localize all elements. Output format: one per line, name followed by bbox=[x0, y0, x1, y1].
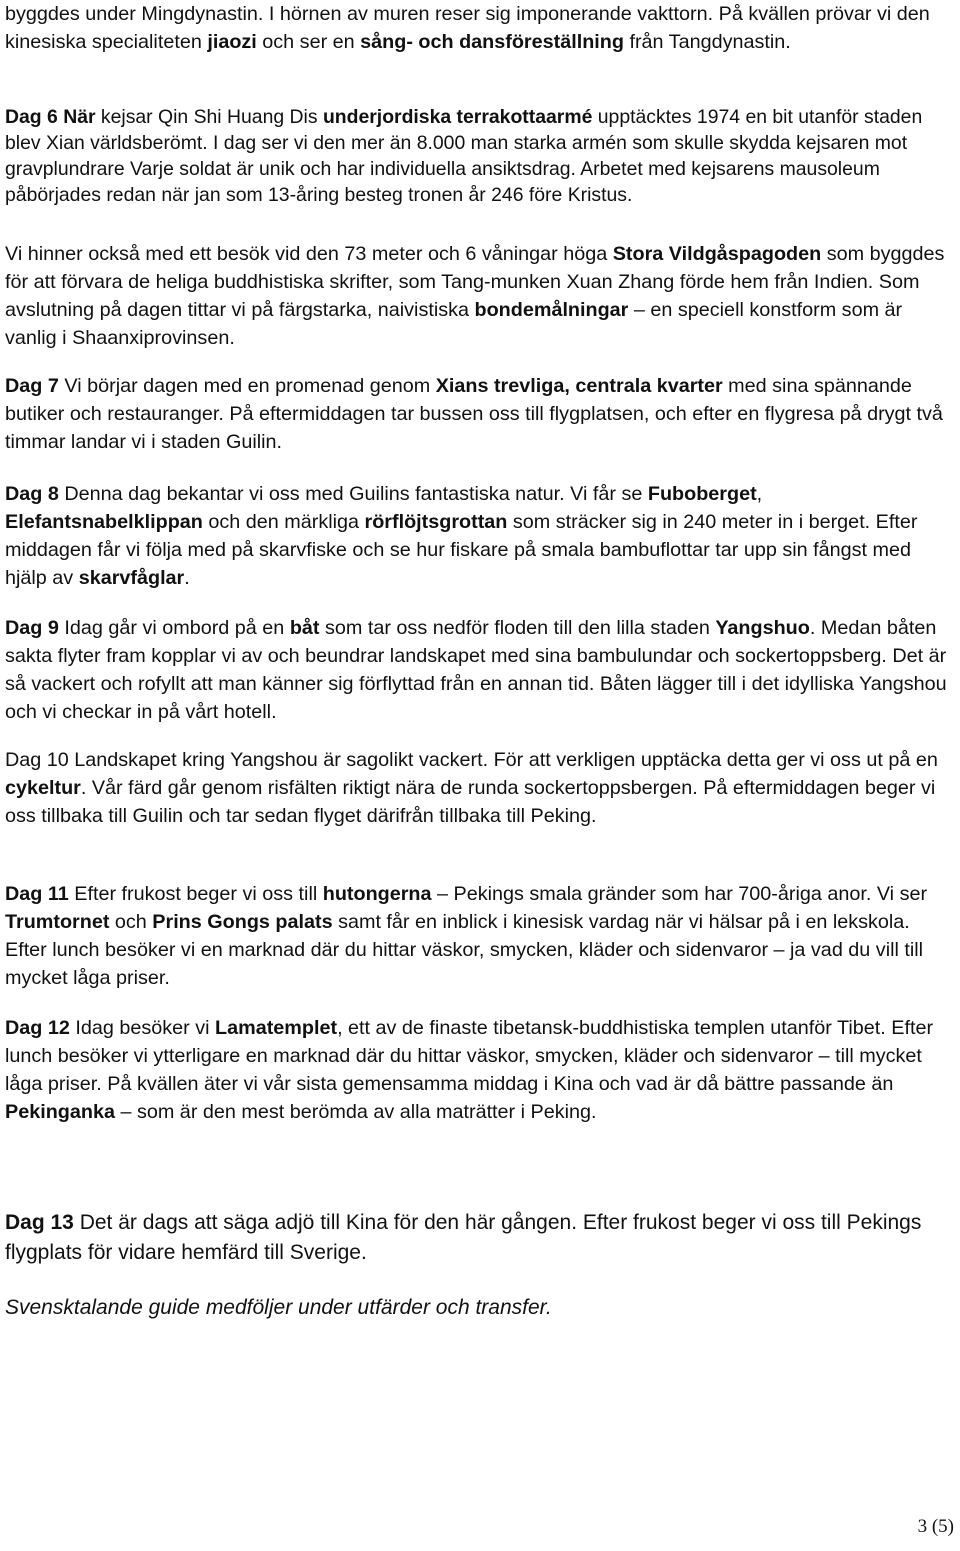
text-run: Idag besöker vi bbox=[69, 1017, 216, 1039]
bold-text-run: hutongerna bbox=[322, 883, 432, 905]
text-run: – som är den mest berömda av alla maträtter i Peking. bbox=[114, 1101, 597, 1123]
bold-text-run: Trumtornet bbox=[5, 911, 110, 933]
bold-text-run: Stora Vildgåspagoden bbox=[612, 243, 822, 265]
bold-text-run: Dag 6 När bbox=[5, 106, 96, 128]
text-run: som byggdes för att förvara de heliga buddhistiska skrifter, som Tang-munken Xuan Zhang förde hem från Indien. Som avslutning på dagen tittar vi på färgstarka, naivistiska bbox=[5, 243, 945, 321]
bold-text-run: Fuboberget bbox=[647, 483, 757, 505]
paragraph-dag7 bbox=[5, 372, 957, 456]
paragraph-dag13 bbox=[5, 1208, 957, 1268]
text-run: samt får en inblick i kinesisk vardag när vi hälsar på i en lekskola. Efter lunch besöker vi en marknad där du hittar väskor, smycken, kläder och sidenvaror – ja vad du vill till mycket låga priser. bbox=[5, 911, 924, 989]
bold-text-run: rörflöjtsgrottan bbox=[364, 511, 508, 533]
text-run: Idag går vi ombord på en bbox=[58, 617, 290, 639]
paragraph-dag8 bbox=[5, 480, 957, 592]
paragraph-intro bbox=[5, 0, 957, 56]
bold-text-run: båt bbox=[289, 617, 320, 639]
text-run: . Medan båten sakta flyter fram kopplar vi av och beundrar landskapet med sina bambulundar och sockertoppsberg. Det är så vackert och rofyllt att man känner sig förflyttad från en annan tid. Båten lägger till i det idylliska Yangshou och vi checkar in på vårt hotell. bbox=[5, 617, 947, 723]
paragraph-dag12 bbox=[5, 1014, 957, 1126]
bold-text-run: jiaozi bbox=[207, 31, 257, 53]
text-run: . bbox=[184, 567, 190, 589]
text-run: som tar oss nedför floden till den lilla staden bbox=[319, 617, 716, 639]
bold-text-run: Pekinganka bbox=[5, 1101, 115, 1123]
bold-text-run: Dag 13 bbox=[5, 1211, 74, 1234]
bold-text-run: Dag 12 bbox=[5, 1017, 70, 1039]
text-run: Vi börjar dagen med en promenad genom bbox=[58, 375, 436, 397]
text-run: , bbox=[756, 483, 763, 505]
text-run: Vi hinner också med ett besök vid den 73 meter och 6 våningar höga bbox=[5, 243, 613, 265]
bold-text-run: skarvfåglar bbox=[78, 567, 185, 589]
text-run: – Pekings smala gränder som har 700-åriga anor. Vi ser bbox=[431, 883, 928, 905]
text-run: och ser en bbox=[256, 31, 361, 53]
text-run: från Tangdynastin. bbox=[623, 31, 791, 53]
bold-text-run: bondemålningar bbox=[474, 299, 629, 321]
bold-text-run: underjordiska terrakottaarmé bbox=[322, 106, 593, 128]
bold-text-run: Dag 11 bbox=[5, 883, 69, 905]
bold-text-run: sång- och dansföreställning bbox=[360, 31, 624, 53]
bold-text-run: Xians trevliga, centrala kvarter bbox=[435, 375, 723, 397]
text-run: Efter frukost beger vi oss till bbox=[68, 883, 323, 905]
page-number: 3 (5) bbox=[917, 1516, 954, 1537]
paragraph-dag9 bbox=[5, 614, 957, 726]
text-run: kejsar Qin Shi Huang Dis bbox=[95, 106, 323, 128]
bold-text-run: Elefantsnabelklippan bbox=[5, 511, 203, 533]
text-run: Dag 10 Landskapet kring Yangshou är sagolikt vackert. För att verkligen upptäcka detta ger vi oss ut på en bbox=[5, 749, 938, 771]
paragraph-dag10 bbox=[5, 746, 957, 830]
paragraph-dag6-continued bbox=[5, 240, 957, 352]
text-run: , ett av de finaste tibetansk-buddhistiska templen utanför Tibet. Efter lunch besöker vi ytterligare en marknad där du hittar väskor, smycken, kläder och sidenvaror – till mycket låga priser. På kvällen äter vi vår sista gemensamma middag i Kina och vad är då bättre passande än bbox=[5, 1017, 934, 1095]
text-run: . Vår färd går genom risfälten riktigt nära de runda sockertoppsbergen. På eftermiddagen beger vi oss tillbaka till Guilin och tar sedan flyget därifrån tillbaka till Peking. bbox=[5, 777, 936, 827]
text-run: och den märkliga bbox=[202, 511, 365, 533]
paragraph-dag6 bbox=[5, 104, 957, 208]
paragraph-dag11 bbox=[5, 880, 957, 992]
bold-text-run: Dag 9 bbox=[5, 617, 59, 639]
text-run: Det är dags att säga adjö till Kina för den här gången. Efter frukost beger vi oss till Pekings flygplats för vidare hemfärd till Sverige. bbox=[5, 1211, 922, 1264]
text-run: upptäcktes 1974 en bit utanför staden blev Xian världsberömt. I dag ser vi den mer än 8.000 man starka armén som skulle skydda kejsaren mot gravplundrare Varje soldat är unik och har individuella ansiktsdrag. Arbetet med kejsarens mausoleum påbörjades redan när jan som 13-åring besteg tronen år 246 före Kristus. bbox=[5, 106, 923, 206]
footnote-guide: Svensktalande guide medföljer under utfärder och transfer. bbox=[5, 1296, 552, 1319]
bold-text-run: Dag 7 bbox=[5, 375, 59, 397]
text-run: Denna dag bekantar vi oss med Guilins fantastiska natur. Vi får se bbox=[58, 483, 648, 505]
bold-text-run: Prins Gongs palats bbox=[152, 911, 333, 933]
bold-text-run: Yangshuo bbox=[715, 617, 810, 639]
text-run: och bbox=[109, 911, 153, 933]
bold-text-run: cykeltur bbox=[5, 777, 81, 799]
text-run: byggdes under Mingdynastin. I hörnen av muren reser sig imponerande vakttorn. På kvällen prövar vi den kinesiska specialiteten bbox=[5, 3, 930, 53]
text-run: – en speciell konstform som är vanlig i Shaanxiprovinsen. bbox=[5, 299, 903, 349]
bold-text-run: Dag 8 bbox=[5, 483, 59, 505]
bold-text-run: Lamatemplet bbox=[215, 1017, 338, 1039]
text-run: med sina spännande butiker och restauranger. På eftermiddagen tar bussen oss till flygplatsen, och efter en flygresa på drygt två timmar landar vi i staden Guilin. bbox=[5, 375, 943, 453]
text-run: som sträcker sig in 240 meter in i berget. Efter middagen får vi följa med på skarvfiske och se hur fiskare på smala bambuflottar tar upp sin fångst med hjälp av bbox=[5, 511, 918, 589]
